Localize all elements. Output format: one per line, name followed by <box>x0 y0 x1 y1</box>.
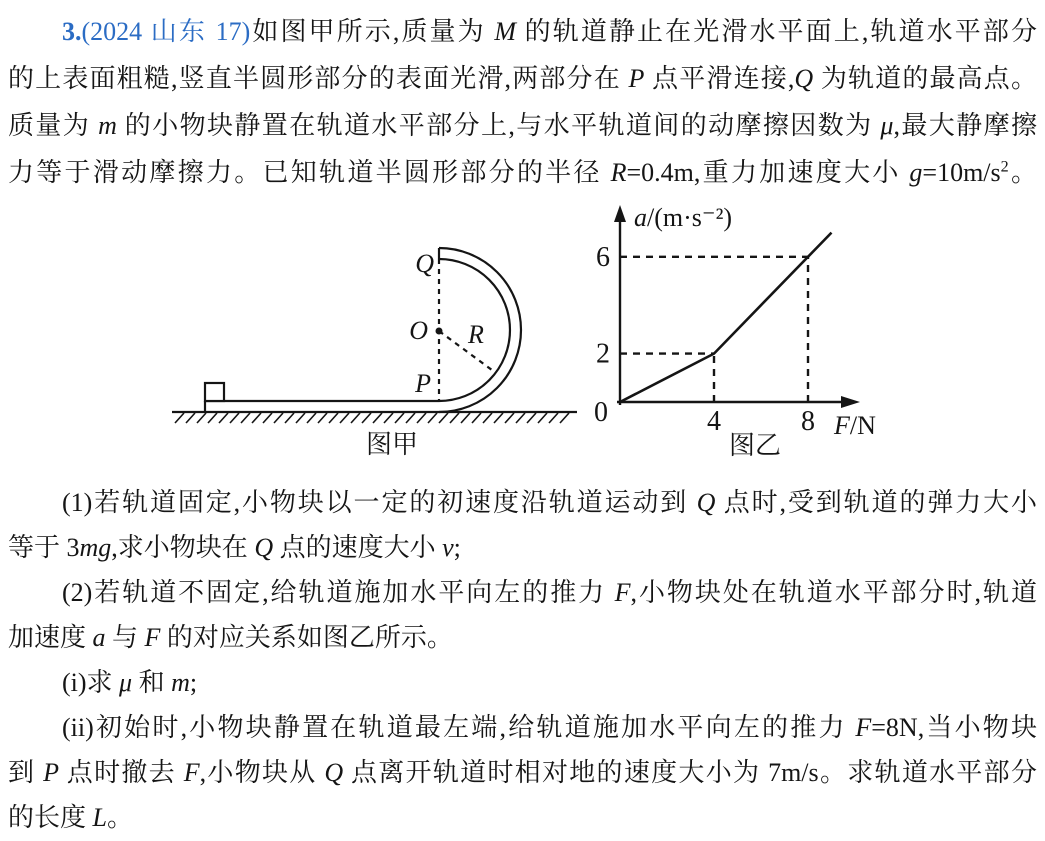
text-run: ,小物块处在轨道水平部分时,轨道 <box>630 578 1037 607</box>
text-line <box>8 480 1037 525</box>
hatch-stroke <box>406 413 415 423</box>
hatch-stroke <box>296 413 305 423</box>
chart-dynamic-layer <box>596 233 832 437</box>
text-run: Q <box>254 533 274 562</box>
block-rect <box>205 383 224 401</box>
hatch-stroke <box>494 413 503 423</box>
text-run: 和 <box>132 668 172 697</box>
hatch-stroke <box>417 413 426 423</box>
text-run: 的上表面粗糙,竖直半圆形部分的表面光滑,两部分在 <box>8 64 629 93</box>
hatch-stroke <box>208 413 217 423</box>
text-run: 如图甲所示,质量为 <box>250 17 495 46</box>
text-run: =10m/s <box>922 158 1001 187</box>
text-run: (2024 山东 17) <box>81 17 251 46</box>
text-line <box>8 705 1037 750</box>
text-run: 2 <box>1000 158 1009 176</box>
text-run: 力等于滑动摩擦力。已知轨道半圆形部分的半径 <box>8 158 611 187</box>
hatch-stroke <box>241 413 250 423</box>
hatch-stroke <box>549 413 558 423</box>
text-run: 点平滑连接, <box>644 64 795 93</box>
text-run: ,最大静摩擦 <box>893 111 1037 140</box>
text-run: (ii)初始时,小物块静置在轨道最左端,给轨道施加水平向左的推力 <box>62 713 856 742</box>
text-run: 点时,受到轨道的弹力大小 <box>715 488 1037 517</box>
text-line <box>8 660 1037 705</box>
text-line <box>8 525 1037 570</box>
text-run: L <box>92 803 107 832</box>
hatch-stroke <box>428 413 437 423</box>
hatch-stroke <box>384 413 393 423</box>
hatch-stroke <box>450 413 459 423</box>
hatch-stroke <box>318 413 327 423</box>
text-run: 等于 3 <box>8 533 80 562</box>
hatch-stroke <box>285 413 294 423</box>
center-dot <box>436 328 443 335</box>
label-p: P <box>415 369 431 398</box>
x-axis-arrow-icon <box>841 396 860 408</box>
text-run: m <box>171 668 190 697</box>
hatch-stroke <box>373 413 382 423</box>
hatch-stroke <box>362 413 371 423</box>
hatch-stroke <box>307 413 316 423</box>
text-run: ; <box>453 533 461 562</box>
hatch-stroke <box>197 413 206 423</box>
problem-statement-top <box>8 8 1037 196</box>
hatch-stroke <box>274 413 283 423</box>
y-axis-label: a/(m·s⁻²) <box>634 203 733 232</box>
text-run: μ <box>119 668 133 697</box>
text-run: 的轨道静止在光滑水平面上,轨道水平部分 <box>516 17 1037 46</box>
text-run: v <box>442 533 454 562</box>
text-run: g <box>909 158 923 187</box>
text-run: 。 <box>106 803 133 832</box>
text-line <box>8 8 1037 55</box>
data-line <box>620 233 832 402</box>
text-run: 到 <box>8 758 44 787</box>
hatch-stroke <box>472 413 481 423</box>
text-line <box>8 102 1037 149</box>
y-tick-label: 2 <box>596 338 610 370</box>
text-run: 的长度 <box>8 803 93 832</box>
text-run: =0.4m,重力加速度大小 <box>626 158 910 187</box>
text-run: R <box>610 158 627 187</box>
text-run: Q <box>696 488 716 517</box>
text-run: 点时撤去 <box>58 758 184 787</box>
text-run: 的对应关系如图乙所示。 <box>160 623 453 652</box>
text-line <box>8 149 1037 196</box>
hatch-stroke <box>505 413 514 423</box>
hatch-stroke <box>538 413 547 423</box>
label-r: R <box>468 320 484 349</box>
text-run: m <box>98 111 117 140</box>
text-run: F <box>614 578 631 607</box>
text-run: ,小物块从 <box>199 758 325 787</box>
text-run: 点离开轨道时相对地的速度大小为 7m/s。求轨道水平部分 <box>343 758 1037 787</box>
hatch-stroke <box>439 413 448 423</box>
text-run: 点的速度大小 <box>273 533 443 562</box>
text-run: 质量为 <box>8 111 99 140</box>
text-run: (1)若轨道固定,小物块以一定的初速度沿轨道运动到 <box>62 488 697 517</box>
text-run: =8N,当小物块 <box>871 713 1038 742</box>
text-run: ,求小物块在 <box>111 533 255 562</box>
text-run: (2)若轨道不固定,给轨道施加水平向左的推力 <box>62 578 615 607</box>
text-run: 加速度 <box>8 623 93 652</box>
hatch-stroke <box>175 413 184 423</box>
text-run: mg <box>79 533 112 562</box>
text-run: 与 <box>105 623 145 652</box>
y-tick-label: 6 <box>596 241 610 273</box>
figure-yi-caption: 图乙 <box>728 431 782 460</box>
hatch-stroke <box>395 413 404 423</box>
text-run: Q <box>794 64 814 93</box>
text-run: F <box>183 758 200 787</box>
figure-jia-caption: 图甲 <box>365 430 419 459</box>
x-axis-label: F/N <box>834 411 876 440</box>
label-q: Q <box>415 249 434 278</box>
hatch-stroke <box>186 413 195 423</box>
hatch-stroke <box>461 413 470 423</box>
text-run: P <box>628 64 645 93</box>
text-run: 3. <box>62 17 82 46</box>
text-run: a <box>92 623 106 652</box>
hatch-stroke <box>219 413 228 423</box>
text-run: μ <box>880 111 894 140</box>
hatch-stroke <box>516 413 525 423</box>
figure-row <box>8 196 1037 480</box>
text-run: 。 <box>1008 158 1037 187</box>
y-axis-arrow-icon <box>614 205 626 222</box>
text-line <box>8 55 1037 102</box>
text-line <box>8 750 1037 795</box>
hatch-stroke <box>340 413 349 423</box>
text-run: P <box>43 758 59 787</box>
text-run: 为轨道的最高点。 <box>813 64 1037 93</box>
text-run: F <box>855 713 872 742</box>
figure-yi-svg <box>590 200 910 462</box>
text-run: (i)求 <box>62 668 120 697</box>
hatch-stroke <box>560 413 569 423</box>
figure-jia-svg <box>150 200 600 462</box>
origin-label: 0 <box>594 397 608 428</box>
text-line <box>8 570 1037 615</box>
hatch-stroke <box>230 413 239 423</box>
x-tick-label: 4 <box>707 406 721 437</box>
hatch-stroke <box>483 413 492 423</box>
hatch-stroke <box>263 413 272 423</box>
problem-statement-bottom <box>8 480 1037 840</box>
text-run: 的小物块静置在轨道水平部分上,与水平轨道间的动摩擦因数为 <box>116 111 881 140</box>
text-run: Q <box>324 758 344 787</box>
text-run: M <box>494 17 517 46</box>
ground-hatching <box>175 413 569 423</box>
label-o: O <box>409 316 428 345</box>
text-line <box>8 615 1037 660</box>
hatch-stroke <box>351 413 360 423</box>
text-line <box>8 795 1037 840</box>
hatch-stroke <box>527 413 536 423</box>
hatch-stroke <box>252 413 261 423</box>
x-tick-label: 8 <box>801 406 815 437</box>
text-run: F <box>144 623 161 652</box>
hatch-stroke <box>329 413 338 423</box>
text-run: ; <box>189 668 198 697</box>
